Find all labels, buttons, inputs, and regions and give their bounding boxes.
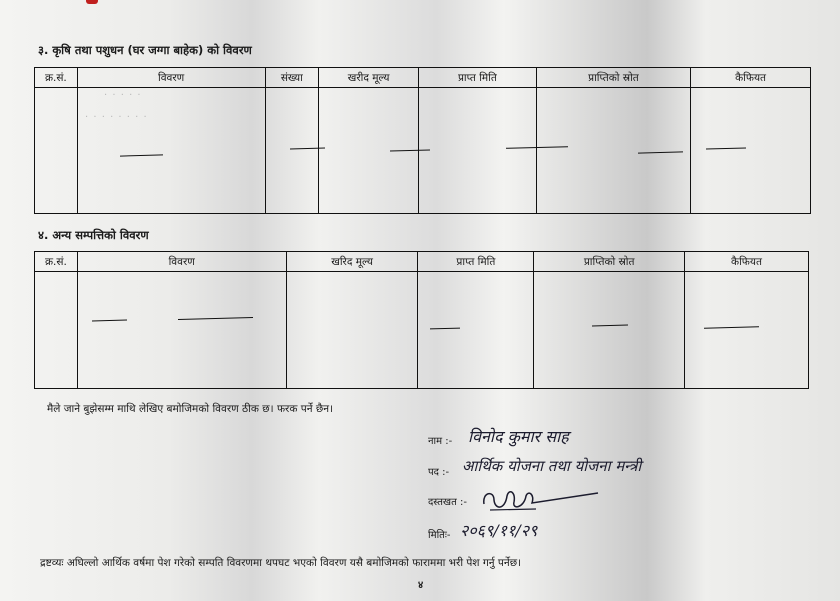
name-label: नाम :- — [428, 436, 453, 447]
signature-label: दस्तखत :- — [428, 497, 467, 508]
s3-col-remarks: कैफियत — [691, 68, 811, 88]
s4-col-sn: क्र.सं. — [35, 252, 78, 272]
s4-cell — [35, 272, 78, 389]
bleed-through-mark: · · · · · · · · — [85, 112, 148, 123]
s3-col-source: प्राप्तिको स्रोत — [536, 68, 690, 88]
s3-cell — [419, 88, 537, 214]
signature-image — [478, 484, 603, 518]
date-value: २०६९/११/२९ — [460, 521, 538, 540]
name-value: विनोद कुमार साह — [468, 427, 569, 446]
date-label: मितिः- — [428, 530, 451, 541]
section4-table — [34, 251, 809, 389]
s3-cell — [536, 88, 690, 214]
s3-col-qty: संख्या — [265, 68, 319, 88]
s3-col-price: खरीद मूल्य — [319, 68, 419, 88]
s3-col-desc: विवरण — [77, 68, 265, 88]
s3-cell — [77, 88, 265, 214]
s4-cell — [685, 272, 809, 389]
s4-cell — [534, 272, 685, 389]
s3-cell — [265, 88, 319, 214]
s4-col-remarks: कैफियत — [685, 252, 809, 272]
section3-table — [34, 67, 811, 214]
s4-col-price: खरिद मूल्य — [286, 252, 418, 272]
bleed-through-mark: · · · · · — [104, 90, 142, 101]
s4-cell — [418, 272, 534, 389]
red-mark — [86, 0, 98, 4]
declaration-text: मैले जाने बुझेसम्म माथि लेखिए बमोजिमको विवरण ठीक छ। फरक पर्ने छैन। — [47, 403, 334, 415]
footnote-text: द्रष्टव्यः अघिल्लो आर्थिक वर्षमा पेश गरेको सम्पति विवरणमा थपघट भएको विवरण यसै बमोजिमको फाराममा भरी पेश गर्नु पर्नेछ। — [40, 557, 522, 569]
post-label: पद :- — [428, 467, 450, 478]
s3-cell — [35, 88, 78, 214]
s4-cell — [286, 272, 418, 389]
s4-cell — [77, 272, 286, 389]
post-value: आर्थिक योजना तथा योजना मन्त्री — [462, 457, 642, 475]
s3-col-sn: क्र.सं. — [35, 68, 78, 88]
s4-col-date: प्राप्त मिति — [418, 252, 534, 272]
page-number: ४ — [418, 580, 424, 591]
s4-col-source: प्राप्तिको स्रोत — [534, 252, 685, 272]
s4-col-desc: विवरण — [77, 252, 286, 272]
s3-cell — [691, 88, 811, 214]
s3-col-date: प्राप्त मिति — [419, 68, 537, 88]
section3-title: ३. कृषि तथा पशुधन (घर जग्गा बाहेक) को विवरण — [38, 43, 252, 57]
section4-title: ४. अन्य सम्पत्तिको विवरण — [38, 228, 149, 242]
